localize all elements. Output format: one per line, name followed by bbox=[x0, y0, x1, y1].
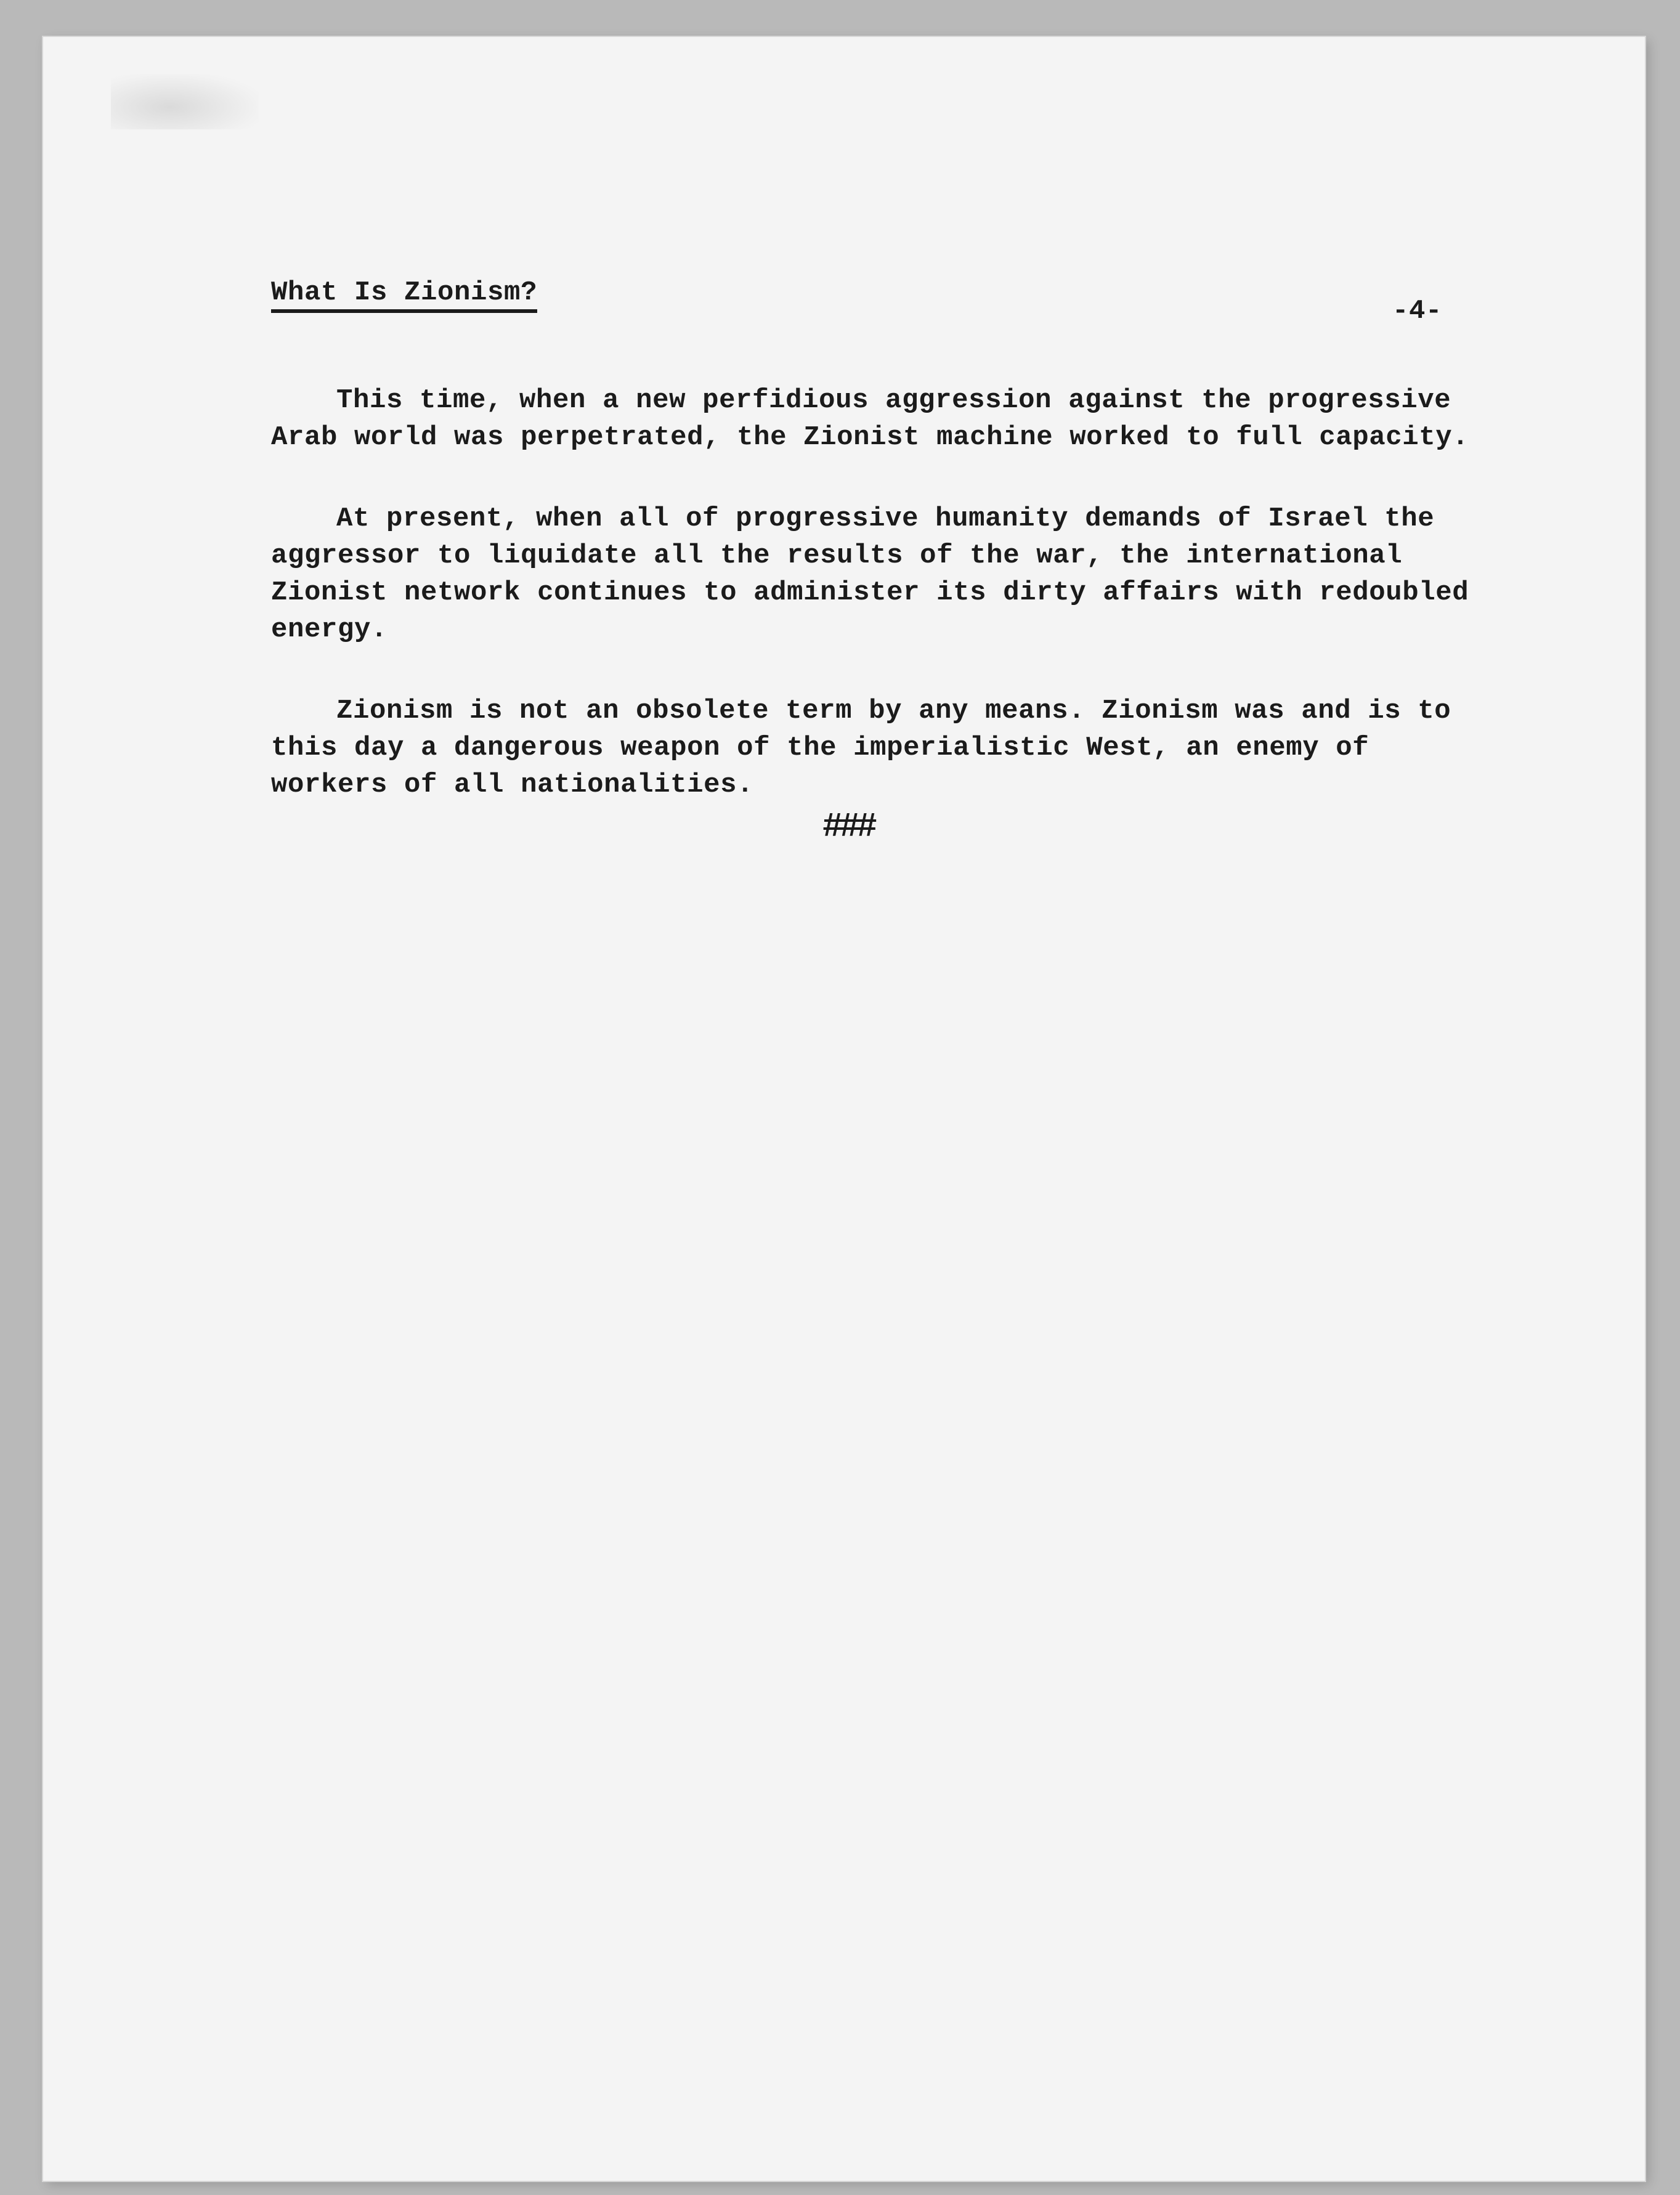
document-heading bbox=[271, 274, 537, 311]
end-mark: ### bbox=[822, 807, 874, 846]
document-body bbox=[271, 382, 1472, 848]
paragraph-2: At present, when all of progressive humanity demands of Israel the aggressor to liquidate all the results of the war, the international Zionist network continues to administer its dirty affairs with redoubled energy. bbox=[271, 503, 1469, 645]
paragraph-3: Zionism is not an obsolete term by any means. Zionism was and is to this day a dangerous weapon of the imperialistic West, an enemy of workers of all nationalities. bbox=[271, 696, 1451, 800]
page-smudge bbox=[111, 74, 259, 129]
document-page bbox=[43, 37, 1645, 2181]
paragraph-1: This time, when a new perfidious aggression against the progressive Arab world was perpetrated, the Zionist machine worked to full capacity. bbox=[271, 385, 1469, 453]
page-number: -4- bbox=[1392, 296, 1443, 327]
heading-text: What Is Zionism? bbox=[271, 277, 537, 313]
